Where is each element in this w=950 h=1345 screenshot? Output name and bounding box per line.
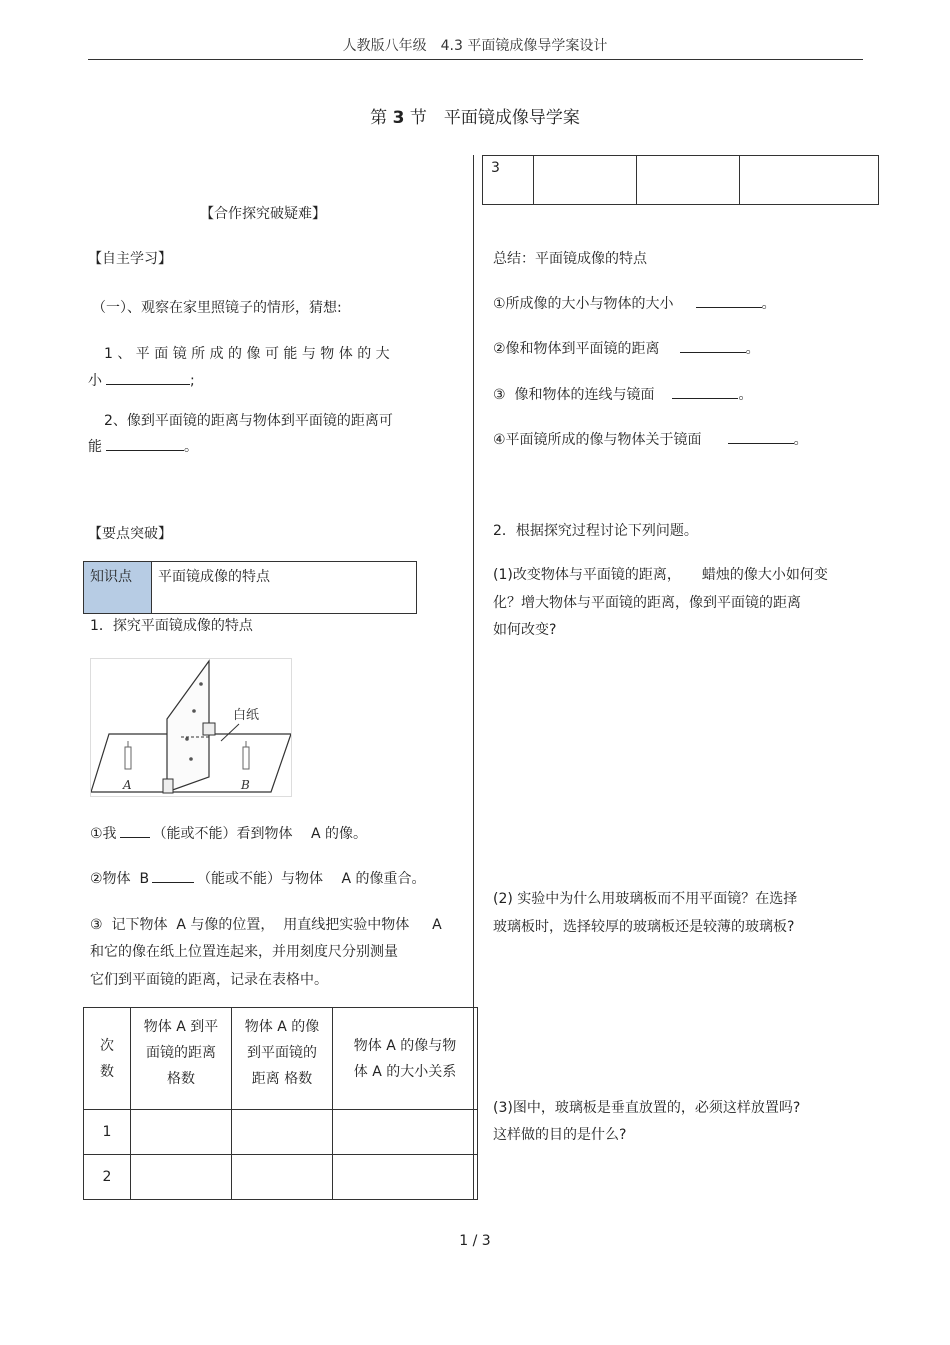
- table-row: [483, 156, 879, 205]
- table-row: [84, 1155, 478, 1200]
- step-2: ②物体 B （能或不能）与物体 A 的像重合。: [90, 868, 426, 888]
- table-row: [84, 1110, 478, 1155]
- figure-label-paper: 白纸: [233, 708, 260, 723]
- table-header: 物体 A 的像与物 体 A 的大小关系: [333, 1008, 478, 1110]
- table-header: 次 数: [84, 1008, 131, 1110]
- answer-blank[interactable]: [120, 823, 150, 838]
- table-cell: 1: [84, 1110, 131, 1155]
- section-heading-cooperate: 【合作探究破疑难】: [200, 206, 326, 222]
- summary-point-1: ①所成像的大小与物体的大小 。: [493, 293, 776, 313]
- answer-blank[interactable]: [152, 868, 194, 883]
- figure-label-a: A: [123, 778, 132, 792]
- discussion-2-line2: 玻璃板时，选择较厚的玻璃板还是较薄的玻璃板?: [493, 919, 795, 935]
- table-cell: 2: [84, 1155, 131, 1200]
- discussion-heading: 2．根据探究过程讨论下列问题。: [493, 523, 698, 539]
- discussion-1-line3: 如何改变?: [493, 622, 557, 638]
- discussion-1-line1: (1)改变物体与平面镜的距离， 蜡烛的像大小如何变: [493, 567, 828, 583]
- step-3-line3: 它们到平面镜的距离，记录在表格中。: [90, 972, 328, 988]
- table-cell[interactable]: [232, 1110, 333, 1155]
- data-table: [83, 1007, 478, 1200]
- summary-heading: 总结：平面镜成像的特点: [493, 251, 647, 267]
- question-intro: （一）、观察在家里照镜子的情形，猜想:: [92, 300, 342, 316]
- summary-point-2: ②像和物体到平面镜的距离 。: [493, 338, 760, 358]
- explore-heading: 1．探究平面镜成像的特点: [90, 618, 253, 634]
- table-cell[interactable]: [637, 156, 740, 205]
- knowledge-point-value: 平面镜成像的特点: [152, 562, 417, 614]
- summary-point-4: ④平面镜所成的像与物体关于镜面 。: [493, 429, 808, 449]
- discussion-3-line1: (3)图中，玻璃板是垂直放置的，必须这样放置吗?: [493, 1100, 801, 1116]
- knowledge-point-table: [83, 561, 417, 614]
- discussion-1-line2: 化？增大物体与平面镜的距离，像到平面镜的距离: [493, 595, 801, 611]
- step-3-line2: 和它的像在纸上位置连起来，并用刻度尺分别测量: [90, 944, 398, 960]
- table-header: 物体 A 的像 到平面镜的 距离 格数: [232, 1008, 333, 1110]
- section-heading-key-points: 【要点突破】: [88, 526, 172, 542]
- running-header: 人教版八年级 4.3 平面镜成像导学案设计: [342, 38, 608, 54]
- page-number: 1 / 3: [459, 1233, 491, 1249]
- mirror-experiment-diagram: [91, 659, 291, 796]
- answer-blank[interactable]: [106, 370, 190, 385]
- section-heading-self-study: 【自主学习】: [88, 251, 172, 267]
- figure-label-b: B: [241, 778, 250, 792]
- discussion-2-line1: (2) 实验中为什么用玻璃板而不用平面镜？在选择: [493, 891, 798, 907]
- question-1-line1: 1 、 平 面 镜 所 成 的 像 可 能 与 物 体 的 大: [104, 346, 390, 362]
- table-cell[interactable]: [333, 1155, 478, 1200]
- summary-point-3: ③ 像和物体的连线与镜面 。: [493, 384, 752, 404]
- answer-blank[interactable]: [672, 384, 738, 399]
- data-table-continued: [482, 155, 879, 205]
- discussion-3-line2: 这样做的目的是什么?: [493, 1127, 627, 1143]
- table-cell[interactable]: [740, 156, 879, 205]
- table-header: 物体 A 到平 面镜的距离 格数: [131, 1008, 232, 1110]
- table-cell[interactable]: [534, 156, 637, 205]
- question-1-line2: 小 ;: [88, 370, 195, 390]
- answer-blank[interactable]: [106, 436, 184, 451]
- answer-blank[interactable]: [680, 338, 746, 353]
- header-rule: [88, 59, 863, 60]
- knowledge-point-label: 知识点: [84, 562, 152, 614]
- experiment-figure: [90, 658, 292, 797]
- step-3-line1: ③ 记下物体 A 与像的位置， 用直线把实验中物体 A: [90, 917, 442, 933]
- table-cell: 3: [483, 156, 534, 205]
- question-2-line2: 能 。: [88, 436, 198, 456]
- step-1: ①我 （能或不能）看到物体 A 的像。: [90, 823, 367, 843]
- table-cell[interactable]: [131, 1110, 232, 1155]
- question-2-line1: 2、像到平面镜的距离与物体到平面镜的距离可: [104, 413, 393, 429]
- answer-blank[interactable]: [728, 429, 794, 444]
- table-cell[interactable]: [333, 1110, 478, 1155]
- table-cell[interactable]: [131, 1155, 232, 1200]
- page-title: 第 3 节 平面镜成像导学案: [370, 108, 580, 128]
- table-cell[interactable]: [232, 1155, 333, 1200]
- answer-blank[interactable]: [696, 293, 762, 308]
